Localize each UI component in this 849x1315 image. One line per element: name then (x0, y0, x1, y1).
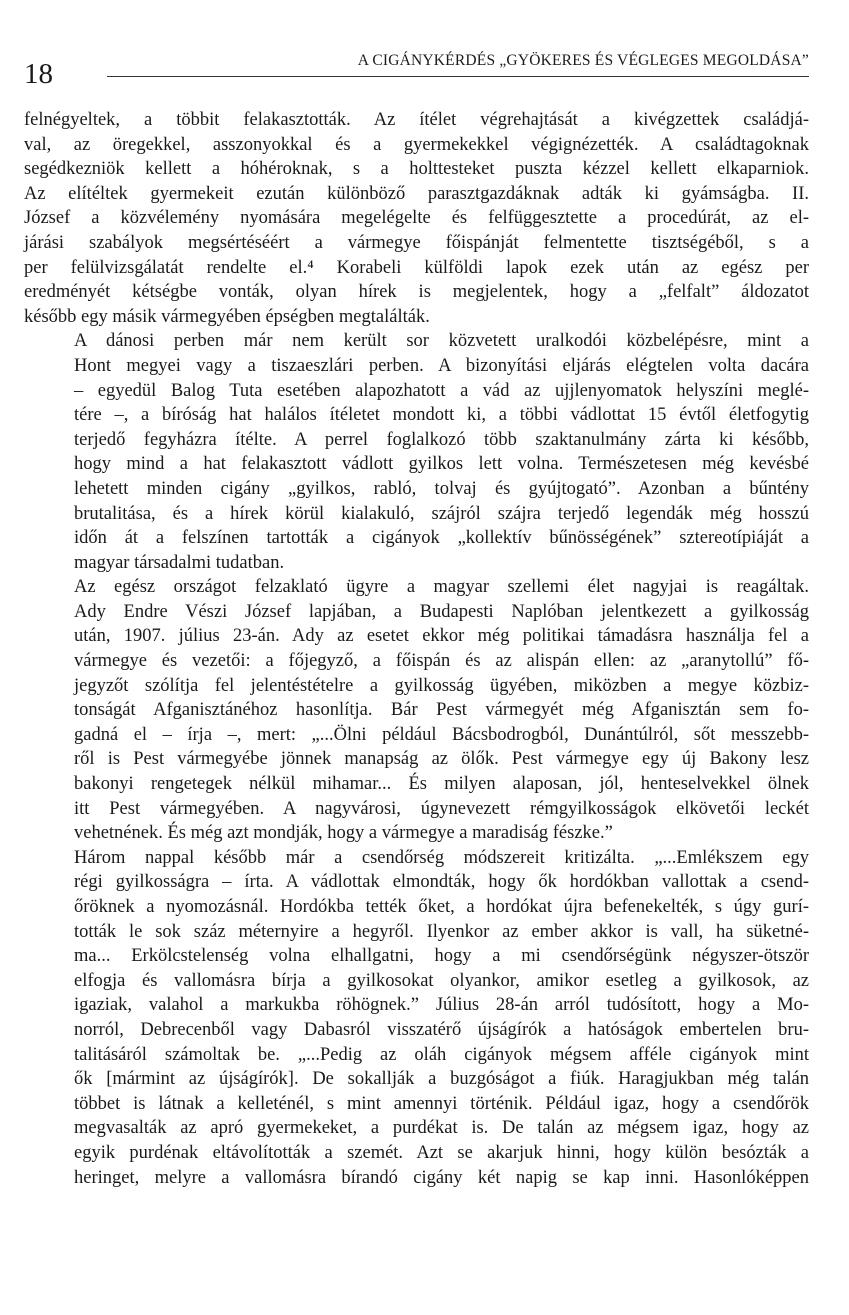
text-line: norról, Debrecenből vagy Dabasról visszatérő újságírók a hatóságok embertelen bru- (74, 1019, 809, 1040)
text-line: tották le sok száz méternyire a hegyről. Ilyenkor az ember akkor is vall, ha süketné- (74, 921, 809, 942)
paragraph (24, 329, 809, 575)
header-rule (107, 76, 809, 77)
text-line: hogy mind a hat felakasztott vádlott gyilkos lett volna. Természetesen még kevésbé (74, 454, 809, 475)
text-line: talitásáról számoltak be. „...Pedig az oláh cigányok mégsem afféle cigányok mint (74, 1044, 809, 1065)
text-line: tére –, a bíróság hat halálos ítéletet mondott ki, a többi vádlottat 15 évtől életfogytig (74, 405, 809, 426)
text-line: – egyedül Balog Tuta esetében alapozhatott a vád az ujjlenyomatok helyszíni meglé- (74, 380, 809, 401)
text-line: régi gyilkosságra – írta. A vádlottak elmondták, hogy ők hordókban vallottak a csend- (74, 872, 809, 893)
text-line: jegyzőt szólítja fel jelentéstételre a gyilkosság ügyében, miközben a megye közbiz- (74, 675, 809, 696)
page-number: 18 (24, 58, 53, 90)
text-line: Az elítéltek gyermekeit ezután különböző parasztgazdáknak adták ki gyámságba. II. (24, 183, 809, 204)
text-line: később egy másik vármegyében épségben megtalálták. (24, 306, 430, 327)
text-line: József a közvélemény nyomására megelégelte és felfüggesztette a procedúrát, az el- (24, 208, 809, 229)
text-line: tonságát Afganisztánéhoz hasonlítja. Bár Pest vármegyét még Afganisztán sem fo- (74, 700, 809, 721)
text-line: vármegye és vezetői: a főjegyző, a főispán és az alispán ellen: az „aranytollú” fő- (74, 651, 809, 672)
text-line: itt Pest vármegyében. A nagyvárosi, úgynevezett rémgyilkosságok elkövetői leckét (74, 798, 809, 819)
text-line: brutalitása, és a hírek körül kialakuló, szájról szájra terjedő legendák még hosszú (74, 503, 809, 524)
text-line: után, 1907. július 23-án. Ady az esetet ekkor még politikai támadásra használja fel a (74, 626, 809, 647)
text-line: időn át a felszínen tartották a cigányok „kollektív bűnösségének” sztereotípiáját a (74, 528, 809, 549)
text-line: heringet, melyre a vallomásra bírandó cigány két napig se kap inni. Hasonlóképpen (74, 1167, 809, 1188)
text-line: ők [mármint az újságírók]. De sokallják a buzgóságot a fiúk. Haragjukban még talán (74, 1069, 809, 1090)
text-line: segédkezniök kellett a hóhéroknak, s a holttesteket puszta kézzel kellett elkaparniok. (24, 159, 809, 180)
running-header: A CIGÁNYKÉRDÉS „GYÖKERES ÉS VÉGLEGES MEGOLDÁSA” (357, 52, 809, 69)
text-line: val, az öregekkel, asszonyokkal és a gyermekekkel végignézették. A családtagoknak (24, 134, 809, 155)
text-line: ma... Erkölcstelenség volna elhallgatni, hogy a mi csendőrségünk négyszer-ötször (74, 946, 809, 967)
text-line: gadná el – írja –, mert: „...Ölni például Bácsbodrogból, Dunántúlról, sőt messzebb- (74, 724, 809, 745)
text-line: eredményét kétségbe vonták, olyan hírek is megjelentek, hogy a „felfalt” áldozatot (24, 282, 809, 303)
text-line: igaziak, valahol a markukba röhögnek.” Július 28-án arról tudósított, hogy a Mo- (74, 995, 809, 1016)
text-line: per felülvizsgálatát rendelte el.⁴ Korabeli külföldi lapok ezek után az egész per (24, 257, 809, 278)
text-line: Ady Endre Vészi József lapjában, a Budapesti Naplóban jelentkezett a gyilkosság (74, 601, 809, 622)
text-line: megvasalták az apró gyermekeket, a purdékat is. De talán az mégsem igaz, hogy az (74, 1118, 809, 1139)
text-line: lehetett minden cigány „gyilkos, rabló, tolvaj és gyújtogató”. Azonban a bűntény (74, 478, 809, 499)
text-line: elfogja és vallomásra bírja a gyilkosokat olyankor, amikor esetleg a gyilkosok, az (74, 970, 809, 991)
text-line: felnégyeltek, a többit felakasztották. Az ítélet végrehajtását a kivégzettek családjá- (24, 110, 809, 130)
text-line: ről is Pest vármegyébe jönnek manapság az ölők. Pest vármegye egy új Bakony lesz (74, 749, 809, 770)
text-line: őröknek a nyomozásnál. Hordókba tették őket, a hordókat újra befenekelték, s úgy gurí- (74, 897, 809, 917)
text-line: többet is látnak a kelleténél, s mint amennyi történik. Például igaz, hogy a csendőrök (74, 1093, 809, 1114)
text-line: terjedő fegyházra ítélte. A perrel foglalkozó több szaktanulmány zárta ki később, (74, 429, 809, 450)
paragraph (24, 846, 809, 1190)
body-text (24, 108, 809, 1190)
text-line: magyar társadalmi tudatban. (74, 552, 285, 573)
text-line: bakonyi rengetegek nélkül mihamar... És milyen alaposan, jól, henteselvekkel ölnek (74, 774, 809, 795)
text-line: járási szabályok megsértéséért a vármegye főispánját felmentette tisztségéből, s a (24, 232, 809, 253)
paragraph (24, 108, 809, 329)
text-line: A dánosi perben már nem került sor közvetett uralkodói közbelépésre, mint a (74, 331, 809, 352)
text-line: egyik purdénak eltávolították a szemét. Azt se akarjuk hinni, hogy külön besózták a (74, 1142, 809, 1163)
text-line: Az egész országot felzaklató ügyre a magyar szellemi élet nagyjai is reagáltak. (74, 577, 809, 598)
text-line: Hont megyei vagy a tiszaeszlári perben. A bizonyítási eljárás elégtelen volta dacára (74, 355, 809, 376)
text-line: Három nappal később már a csendőrség módszereit kritizálta. „...Emlékszem egy (74, 847, 809, 868)
paragraph (24, 575, 809, 846)
text-line: vehetnének. És még azt mondják, hogy a vármegye a maradiság fészke.” (74, 823, 613, 844)
